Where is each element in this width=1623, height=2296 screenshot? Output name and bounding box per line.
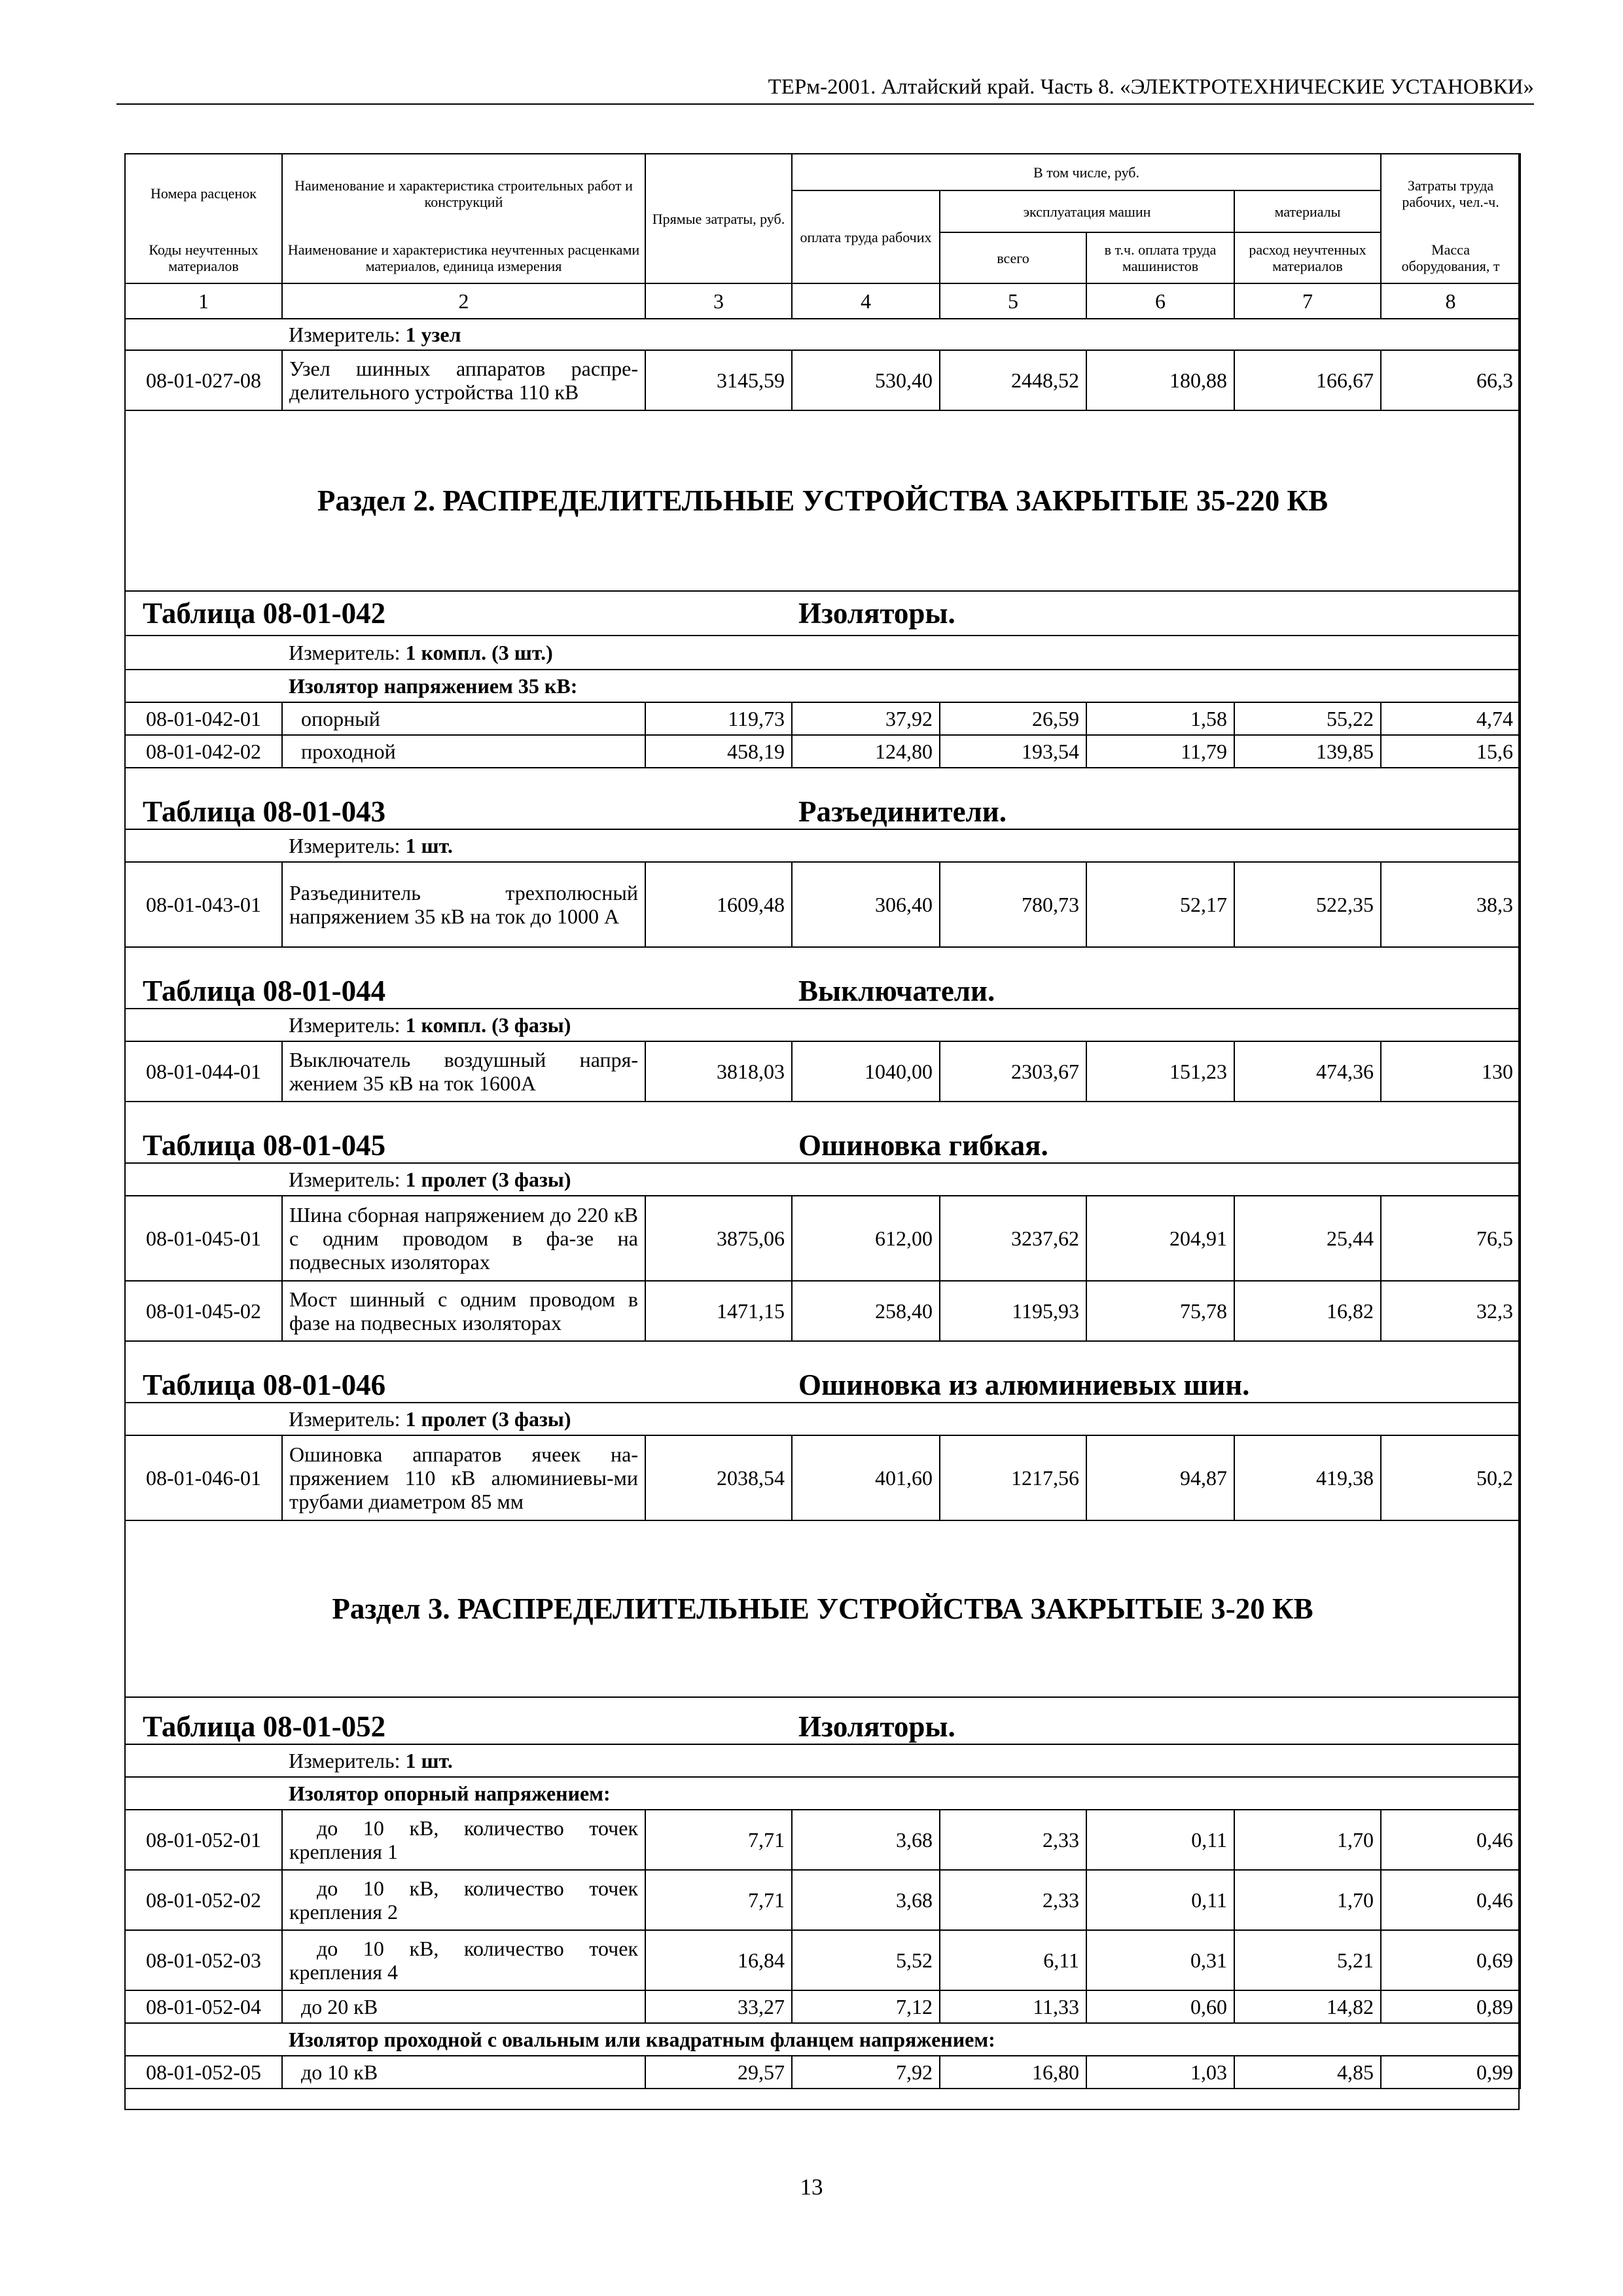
machinists-wages: 1,03 xyxy=(1086,2056,1234,2089)
group-subheading: Изолятор напряжением 35 кВ: xyxy=(282,670,1520,702)
wages: 612,00 xyxy=(792,1196,940,1281)
wages: 3,68 xyxy=(792,1870,940,1930)
machinists-wages: 0,11 xyxy=(1086,1810,1234,1870)
wages: 530,40 xyxy=(792,350,940,410)
rate-code: 08-01-052-04 xyxy=(125,1990,282,2023)
col-header-equipment-mass: Масса оборудования, т xyxy=(1381,232,1520,283)
machinists-wages: 52,17 xyxy=(1086,862,1234,947)
labor-hours: 130 xyxy=(1381,1041,1520,1102)
running-header: ТЕРм-2001. Алтайский край. Часть 8. «ЭЛЕКТРОТЕХНИЧЕСКИЕ УСТАНОВКИ» xyxy=(116,71,1534,105)
rate-name: опорный xyxy=(282,702,645,735)
wages: 306,40 xyxy=(792,862,940,947)
rate-code: 08-01-045-02 xyxy=(125,1281,282,1341)
table-title: Ошиновка из алюминиевых шин. xyxy=(792,1341,1520,1403)
direct-costs: 3875,06 xyxy=(645,1196,792,1281)
materials: 419,38 xyxy=(1234,1435,1381,1520)
labor-hours: 38,3 xyxy=(1381,862,1520,947)
materials: 14,82 xyxy=(1234,1990,1381,2023)
wages: 1040,00 xyxy=(792,1041,940,1102)
col-header-rate-numbers: Номера расценок xyxy=(125,154,282,232)
rate-name: Разъединитель трехполюсный напряжением 35 кВ на ток до 1000 А xyxy=(282,862,645,947)
machinists-wages: 0,11 xyxy=(1086,1870,1234,1930)
direct-costs: 29,57 xyxy=(645,2056,792,2089)
rate-code: 08-01-045-01 xyxy=(125,1196,282,1281)
materials: 1,70 xyxy=(1234,1810,1381,1870)
meter-line: Измеритель: 1 шт. xyxy=(282,1744,1520,1777)
machinists-wages: 94,87 xyxy=(1086,1435,1234,1520)
table-title: Изоляторы. xyxy=(792,591,1520,636)
rate-code: 08-01-044-01 xyxy=(125,1041,282,1102)
col-number: 2 xyxy=(282,283,645,319)
table-title: Выключатели. xyxy=(792,947,1520,1009)
direct-costs: 2038,54 xyxy=(645,1435,792,1520)
materials: 4,85 xyxy=(1234,2056,1381,2089)
machinists-wages: 75,78 xyxy=(1086,1281,1234,1341)
col-header-material-names: Наименование и характеристика неучтенных расценками материалов, единица измерения xyxy=(282,232,645,283)
col-header-machinists-wages: в т.ч. оплата труда машинистов xyxy=(1086,232,1234,283)
materials: 5,21 xyxy=(1234,1930,1381,1990)
machines-total: 193,54 xyxy=(940,735,1086,768)
table-title: Изоляторы. xyxy=(792,1697,1520,1744)
machinists-wages: 1,58 xyxy=(1086,702,1234,735)
col-header-direct-costs: Прямые затраты, руб. xyxy=(645,154,792,283)
rate-name: Узел шинных аппаратов распре-делительного устройства 110 кВ xyxy=(282,350,645,410)
labor-hours: 76,5 xyxy=(1381,1196,1520,1281)
direct-costs: 1609,48 xyxy=(645,862,792,947)
labor-hours: 0,46 xyxy=(1381,1810,1520,1870)
meter-line: Измеритель: 1 компл. (3 фазы) xyxy=(282,1009,1520,1041)
table-number: Таблица 08-01-052 xyxy=(125,1697,792,1744)
table-title: Ошиновка гибкая. xyxy=(792,1102,1520,1163)
table-number: Таблица 08-01-042 xyxy=(125,591,792,636)
col-header-work-name: Наименование и характеристика строительных работ и конструкций xyxy=(282,154,645,232)
table-number: Таблица 08-01-044 xyxy=(125,947,792,1009)
rate-name: до 10 кВ, количество точек крепления 1 xyxy=(282,1810,645,1870)
labor-hours: 15,6 xyxy=(1381,735,1520,768)
col-number: 4 xyxy=(792,283,940,319)
meter-line: Измеритель: 1 узел xyxy=(282,319,1520,350)
rate-code: 08-01-043-01 xyxy=(125,862,282,947)
rate-code: 08-01-046-01 xyxy=(125,1435,282,1520)
col-header-including: В том числе, руб. xyxy=(792,154,1381,190)
machinists-wages: 11,79 xyxy=(1086,735,1234,768)
col-number: 3 xyxy=(645,283,792,319)
materials: 1,70 xyxy=(1234,1870,1381,1930)
machines-total: 2,33 xyxy=(940,1870,1086,1930)
wages: 7,92 xyxy=(792,2056,940,2089)
col-number: 8 xyxy=(1381,283,1520,319)
table-number: Таблица 08-01-043 xyxy=(125,768,792,829)
rate-name: Мост шинный с одним проводом в фазе на подвесных изоляторах xyxy=(282,1281,645,1341)
col-header-machines: эксплуатация машин xyxy=(940,190,1234,232)
price-table xyxy=(124,153,1521,2089)
rate-name: Шина сборная напряжением до 220 кВ с одним проводом в фа-зе на подвесных изоляторах xyxy=(282,1196,645,1281)
machinists-wages: 180,88 xyxy=(1086,350,1234,410)
rate-code: 08-01-042-01 xyxy=(125,702,282,735)
direct-costs: 7,71 xyxy=(645,1810,792,1870)
labor-hours: 0,69 xyxy=(1381,1930,1520,1990)
rate-code: 08-01-052-03 xyxy=(125,1930,282,1990)
direct-costs: 458,19 xyxy=(645,735,792,768)
table-number: Таблица 08-01-045 xyxy=(125,1102,792,1163)
meter-line: Измеритель: 1 пролет (3 фазы) xyxy=(282,1163,1520,1196)
col-header-material-codes: Коды неучтенных материалов xyxy=(125,232,282,283)
materials: 16,82 xyxy=(1234,1281,1381,1341)
direct-costs: 1471,15 xyxy=(645,1281,792,1341)
machinists-wages: 151,23 xyxy=(1086,1041,1234,1102)
table-title: Разъединители. xyxy=(792,768,1520,829)
machines-total: 26,59 xyxy=(940,702,1086,735)
labor-hours: 32,3 xyxy=(1381,1281,1520,1341)
section-title: Раздел 2. РАСПРЕДЕЛИТЕЛЬНЫЕ УСТРОЙСТВА ЗАКРЫТЫЕ 35-220 КВ xyxy=(125,410,1520,591)
rate-name: Выключатель воздушный напря-жением 35 кВ на ток 1600А xyxy=(282,1041,645,1102)
col-header-unaccounted-materials: расход неучтенных материалов xyxy=(1234,232,1381,283)
rate-code: 08-01-052-02 xyxy=(125,1870,282,1930)
group-subheading: Изолятор опорный напряжением: xyxy=(282,1777,1520,1810)
direct-costs: 7,71 xyxy=(645,1870,792,1930)
col-number: 7 xyxy=(1234,283,1381,319)
group-subheading: Изолятор проходной с овальным или квадратным фланцем напряжением: xyxy=(282,2023,1520,2056)
labor-hours: 0,89 xyxy=(1381,1990,1520,2023)
wages: 401,60 xyxy=(792,1435,940,1520)
labor-hours: 0,46 xyxy=(1381,1870,1520,1930)
rate-name: до 10 кВ, количество точек крепления 4 xyxy=(282,1930,645,1990)
direct-costs: 119,73 xyxy=(645,702,792,735)
col-number: 1 xyxy=(125,283,282,319)
machines-total: 1195,93 xyxy=(940,1281,1086,1341)
wages: 37,92 xyxy=(792,702,940,735)
wages: 124,80 xyxy=(792,735,940,768)
col-number: 6 xyxy=(1086,283,1234,319)
rate-code: 08-01-052-01 xyxy=(125,1810,282,1870)
materials: 25,44 xyxy=(1234,1196,1381,1281)
machines-total: 16,80 xyxy=(940,2056,1086,2089)
wages: 7,12 xyxy=(792,1990,940,2023)
col-number: 5 xyxy=(940,283,1086,319)
labor-hours: 66,3 xyxy=(1381,350,1520,410)
direct-costs: 16,84 xyxy=(645,1930,792,1990)
machines-total: 780,73 xyxy=(940,862,1086,947)
machines-total: 6,11 xyxy=(940,1930,1086,1990)
rate-code: 08-01-027-08 xyxy=(125,350,282,410)
rate-name: до 20 кВ xyxy=(282,1990,645,2023)
labor-hours: 50,2 xyxy=(1381,1435,1520,1520)
wages: 258,40 xyxy=(792,1281,940,1341)
wages: 5,52 xyxy=(792,1930,940,1990)
direct-costs: 3818,03 xyxy=(645,1041,792,1102)
page-number: 13 xyxy=(800,2174,823,2200)
col-header-wages: оплата труда рабочих xyxy=(792,190,940,283)
materials: 522,35 xyxy=(1234,862,1381,947)
col-header-machines-total: всего xyxy=(940,232,1086,283)
materials: 474,36 xyxy=(1234,1041,1381,1102)
col-header-materials: материалы xyxy=(1234,190,1381,232)
rate-code: 08-01-042-02 xyxy=(125,735,282,768)
materials: 55,22 xyxy=(1234,702,1381,735)
wages: 3,68 xyxy=(792,1810,940,1870)
rate-name: до 10 кВ, количество точек крепления 2 xyxy=(282,1870,645,1930)
machinists-wages: 0,31 xyxy=(1086,1930,1234,1990)
direct-costs: 33,27 xyxy=(645,1990,792,2023)
meter-line: Измеритель: 1 компл. (3 шт.) xyxy=(282,636,1520,670)
machines-total: 11,33 xyxy=(940,1990,1086,2023)
col-header-labor-hours: Затраты труда рабочих, чел.-ч. xyxy=(1381,154,1520,232)
direct-costs: 3145,59 xyxy=(645,350,792,410)
machines-total: 2448,52 xyxy=(940,350,1086,410)
machinists-wages: 204,91 xyxy=(1086,1196,1234,1281)
machines-total: 2,33 xyxy=(940,1810,1086,1870)
materials: 166,67 xyxy=(1234,350,1381,410)
machines-total: 1217,56 xyxy=(940,1435,1086,1520)
meter-line: Измеритель: 1 пролет (3 фазы) xyxy=(282,1403,1520,1435)
table-number: Таблица 08-01-046 xyxy=(125,1341,792,1403)
labor-hours: 4,74 xyxy=(1381,702,1520,735)
section-title: Раздел 3. РАСПРЕДЕЛИТЕЛЬНЫЕ УСТРОЙСТВА ЗАКРЫТЫЕ 3-20 КВ xyxy=(125,1520,1520,1697)
rate-name: проходной xyxy=(282,735,645,768)
labor-hours: 0,99 xyxy=(1381,2056,1520,2089)
machinists-wages: 0,60 xyxy=(1086,1990,1234,2023)
meter-line: Измеритель: 1 шт. xyxy=(282,829,1520,862)
rate-name: Ошиновка аппаратов ячеек на-пряжением 110 кВ алюминиевы-ми трубами диаметром 85 мм xyxy=(282,1435,645,1520)
rate-name: до 10 кВ xyxy=(282,2056,645,2089)
machines-total: 3237,62 xyxy=(940,1196,1086,1281)
materials: 139,85 xyxy=(1234,735,1381,768)
rate-code: 08-01-052-05 xyxy=(125,2056,282,2089)
machines-total: 2303,67 xyxy=(940,1041,1086,1102)
